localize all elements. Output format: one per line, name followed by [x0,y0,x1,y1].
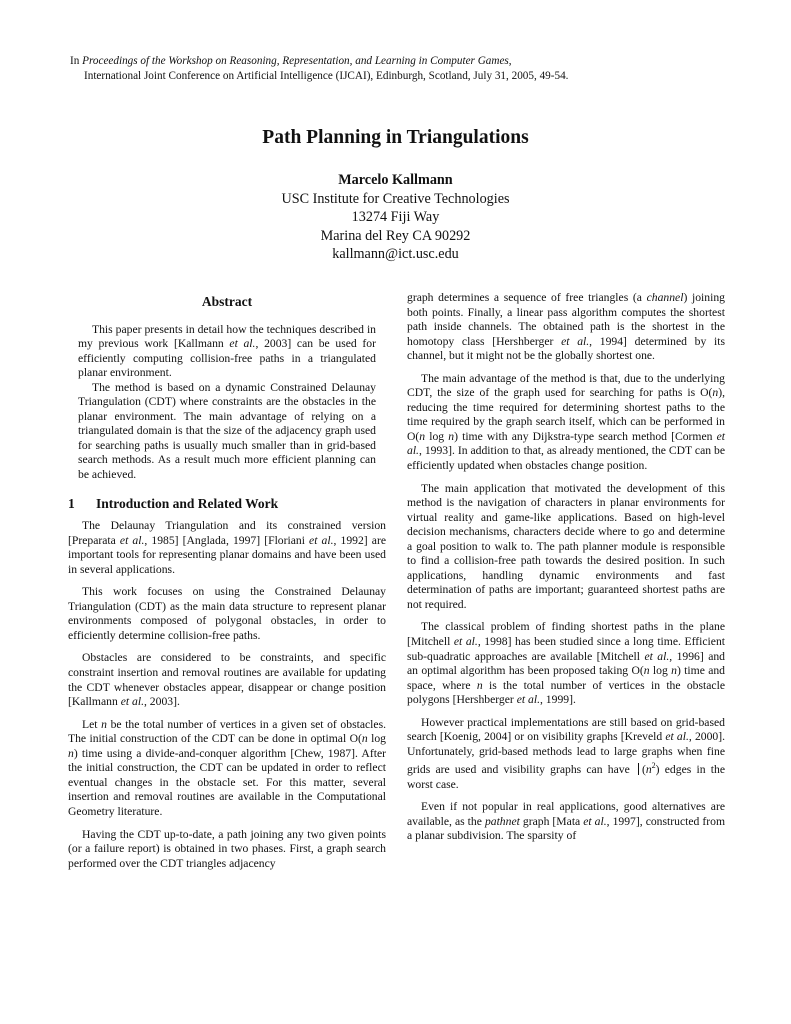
text-run: ) time using a divide-and-conquer algorithm [Chew, 1987]. After the initial construction, the CDT can be updated in order to reflect eventual changes in the obstacle set. For this matter, several insertion and removal routines are available in the Computational Geometry literature. [68,746,386,818]
text-run: log [367,732,386,746]
author-affiliation: USC Institute for Creative Technologies [281,190,510,207]
text-run: , 1998] has been studied since a long time. Efficient sub-quadratic approaches are available [Mitchell [407,635,725,663]
text-run: , 1997], constructed from a planar subdivision. The sparsity of [407,814,726,843]
text-run-italic: n [712,386,719,400]
author-name: Marcelo Kallmann [338,172,453,188]
text-run-italic: et al. [309,533,334,547]
publication-header [70,54,730,84]
abstract-heading: Abstract [201,294,253,309]
text-run-italic: n [101,717,107,731]
text-run: ) joining both points. Finally, a linear pass algorithm computes the shortest path inside channels. The obtained path is the shortest in the homotopy class [Hershberger [407,291,725,348]
text-run: ) time and space, where [407,664,726,692]
section-1-paragraph-1 [68,519,386,577]
header-line-1 [70,54,730,69]
header-suffix: , [508,55,512,67]
text-run: , 2003] can be used for efficiently computing collision-free paths in a triangulated planar environment. [78,337,377,380]
text-run-italic: n [68,746,74,760]
section-1-paragraph-2: This work focuses on using the Constrained Delaunay Triangulation (CDT) as the main data structure to represent planar environments composed of polygonal obstacles, in order to efficiently determine collision-free paths. [68,585,386,642]
section-number: 1 [68,495,75,511]
text-run: Even if not popular in real applications, good alternatives are available, as the [407,800,725,828]
text-run: , 2000]. Unfortunately, grid-based methods lead to large graphs when fine grids are used and visibility graphs can have [407,730,726,777]
text-run: be the total number of vertices in a given set of obstacles. The initial construction of the CDT can be done in optimal O( [68,717,387,746]
text-run: , 1996] and an optimal algorithm has been proposed taking O( [407,649,726,678]
text-run-italic: n [643,664,650,678]
text-run: The Delaunay Triangulation and its constrained version [Preparata [68,519,386,547]
section-1-paragraph-3 [68,651,386,709]
right-paragraph-3: The main application that motivated the development of this method is the navigation of characters in planar environments for virtual reality and game-like applications. Based on high-level decision mechanisms, characters decide where to go and determine a goal position to walk to. The path planner module is responsible to find a collision-free path towards the desired position. In such applications, handling dynamic environments and fast determination of paths are important; guaranteed shortest paths are not required. [407,481,725,611]
text-run: , 1999]. [539,693,576,707]
right-column [407,291,725,852]
section-1-paragraph-4 [68,718,386,820]
section-title: Introduction and Related Work [96,495,279,511]
text-run-italic: n [448,429,455,443]
text-run: However practical implementations are still based on grid-based search [Koenig, 2004] or on visibility graphs [Kreveld [407,715,725,744]
header-line-2: International Joint Conference on Artificial Intelligence (IJCAI), Edinburgh, Scotland, July 31, 2005, 49-54. [84,70,569,82]
author-city: Marina del Rey CA 90292 [320,227,471,244]
abstract-body [68,323,386,483]
author-street: 13274 Fiji Way [351,209,440,226]
text-run-italic: et al. [119,533,145,547]
text-run-italic: n [419,429,426,443]
text-run: ( [641,763,646,777]
text-run-italic: n [645,763,652,777]
text-run-italic: et al. [644,649,670,663]
text-run-italic: et al. [120,695,144,709]
header-venue: Proceedings of the Workshop on Reasoning, Representation, and Learning in Computer Games [82,55,509,67]
text-run-italic: channel [646,291,684,304]
text-run-italic: pathnet [484,814,520,828]
text-run: , 2003]. [143,695,180,709]
text-run: ) edges in the worst case. [407,763,725,791]
text-run: , 1985] [Anglada, 1997] [Floriani [144,533,310,547]
text-run: Let [82,717,102,731]
section-1-heading [68,497,386,512]
text-run: The classical problem of finding shortest paths in the plane [Mitchell [407,620,725,649]
text-run: The main advantage of the method is that, due to the underlying CDT, the size of the graph used for searching for paths is O( [407,371,725,400]
text-run: log [425,429,449,443]
paper-title: Path Planning in Triangulations [262,127,529,148]
text-run: Obstacles are considered to be constraints, and specific constraint insertion and removal routines are available for updating the CDT whenever obstacles appear, disappear or change position [Kallmann [68,651,386,709]
text-run-italic: et al. [561,334,590,348]
header-prefix: In [70,55,83,67]
text-run: is the total number of vertices in the obstacle polygons [Hershberger [407,678,725,707]
text-run: graph determines a sequence of free triangles (a [407,291,647,304]
text-run-italic: n [476,678,483,692]
text-run-italic: n [671,664,677,678]
text-run: , 1993]. In addition to that, as already mentioned, the CDT can be efficiently updated when obstacles change position. [407,444,725,473]
text-run: This paper presents in detail how the techniques described in my previous work [Kallmann [78,322,376,351]
text-run-italic: n [361,732,368,746]
text-run-italic: et al. [583,814,607,828]
theta-bar-symbol [638,763,639,775]
author-block [0,171,791,264]
text-run-italic: et al. [516,693,540,707]
right-paragraph-6 [407,800,725,844]
right-paragraph-5 [407,716,725,793]
right-paragraph-2 [407,372,725,474]
right-paragraph-1 [407,291,725,364]
text-run: ), reducing the time required for determining shortest paths to the time required by the graph search itself, which can be performed in O( [407,386,725,443]
text-run: , 1992] are important tools for representing planar domains and have been used in several applications. [68,533,386,576]
text-run-italic: et al. [229,337,256,351]
abstract-paragraph-2: The method is based on a dynamic Constrained Delaunay Triangulation (CDT) where constraints are the obstacles in the planar environment. The main advantage of relying on a triangulated domain is that the size of the adjacency graph used for searching paths is usually much smaller than in grid-based search methods. As a result much more efficient planning can be achieved. [78,380,376,482]
left-column [68,293,386,879]
text-run-italic: et al. [453,635,478,649]
right-paragraph-4 [407,620,725,707]
superscript: 2 [651,761,656,771]
author-email[interactable]: kallmann@ict.usc.edu [332,246,459,263]
abstract-paragraph-1 [68,323,386,381]
section-1-paragraph-5: Having the CDT up-to-date, a path joining any two given points (or a failure report) is obtained in two phases. First, a graph search performed over the CDT triangles adjacency [68,827,386,870]
text-run: , 1994] determined by its channel, but it might not be the globally shortest one. [407,334,725,363]
text-run-italic: et al. [407,429,725,458]
text-run: ) time with any Dijkstra-type search method [Cormen [454,429,717,443]
text-run: log [649,664,672,678]
text-run-italic: et al. [665,730,689,744]
text-run: graph [Mata [519,814,584,828]
